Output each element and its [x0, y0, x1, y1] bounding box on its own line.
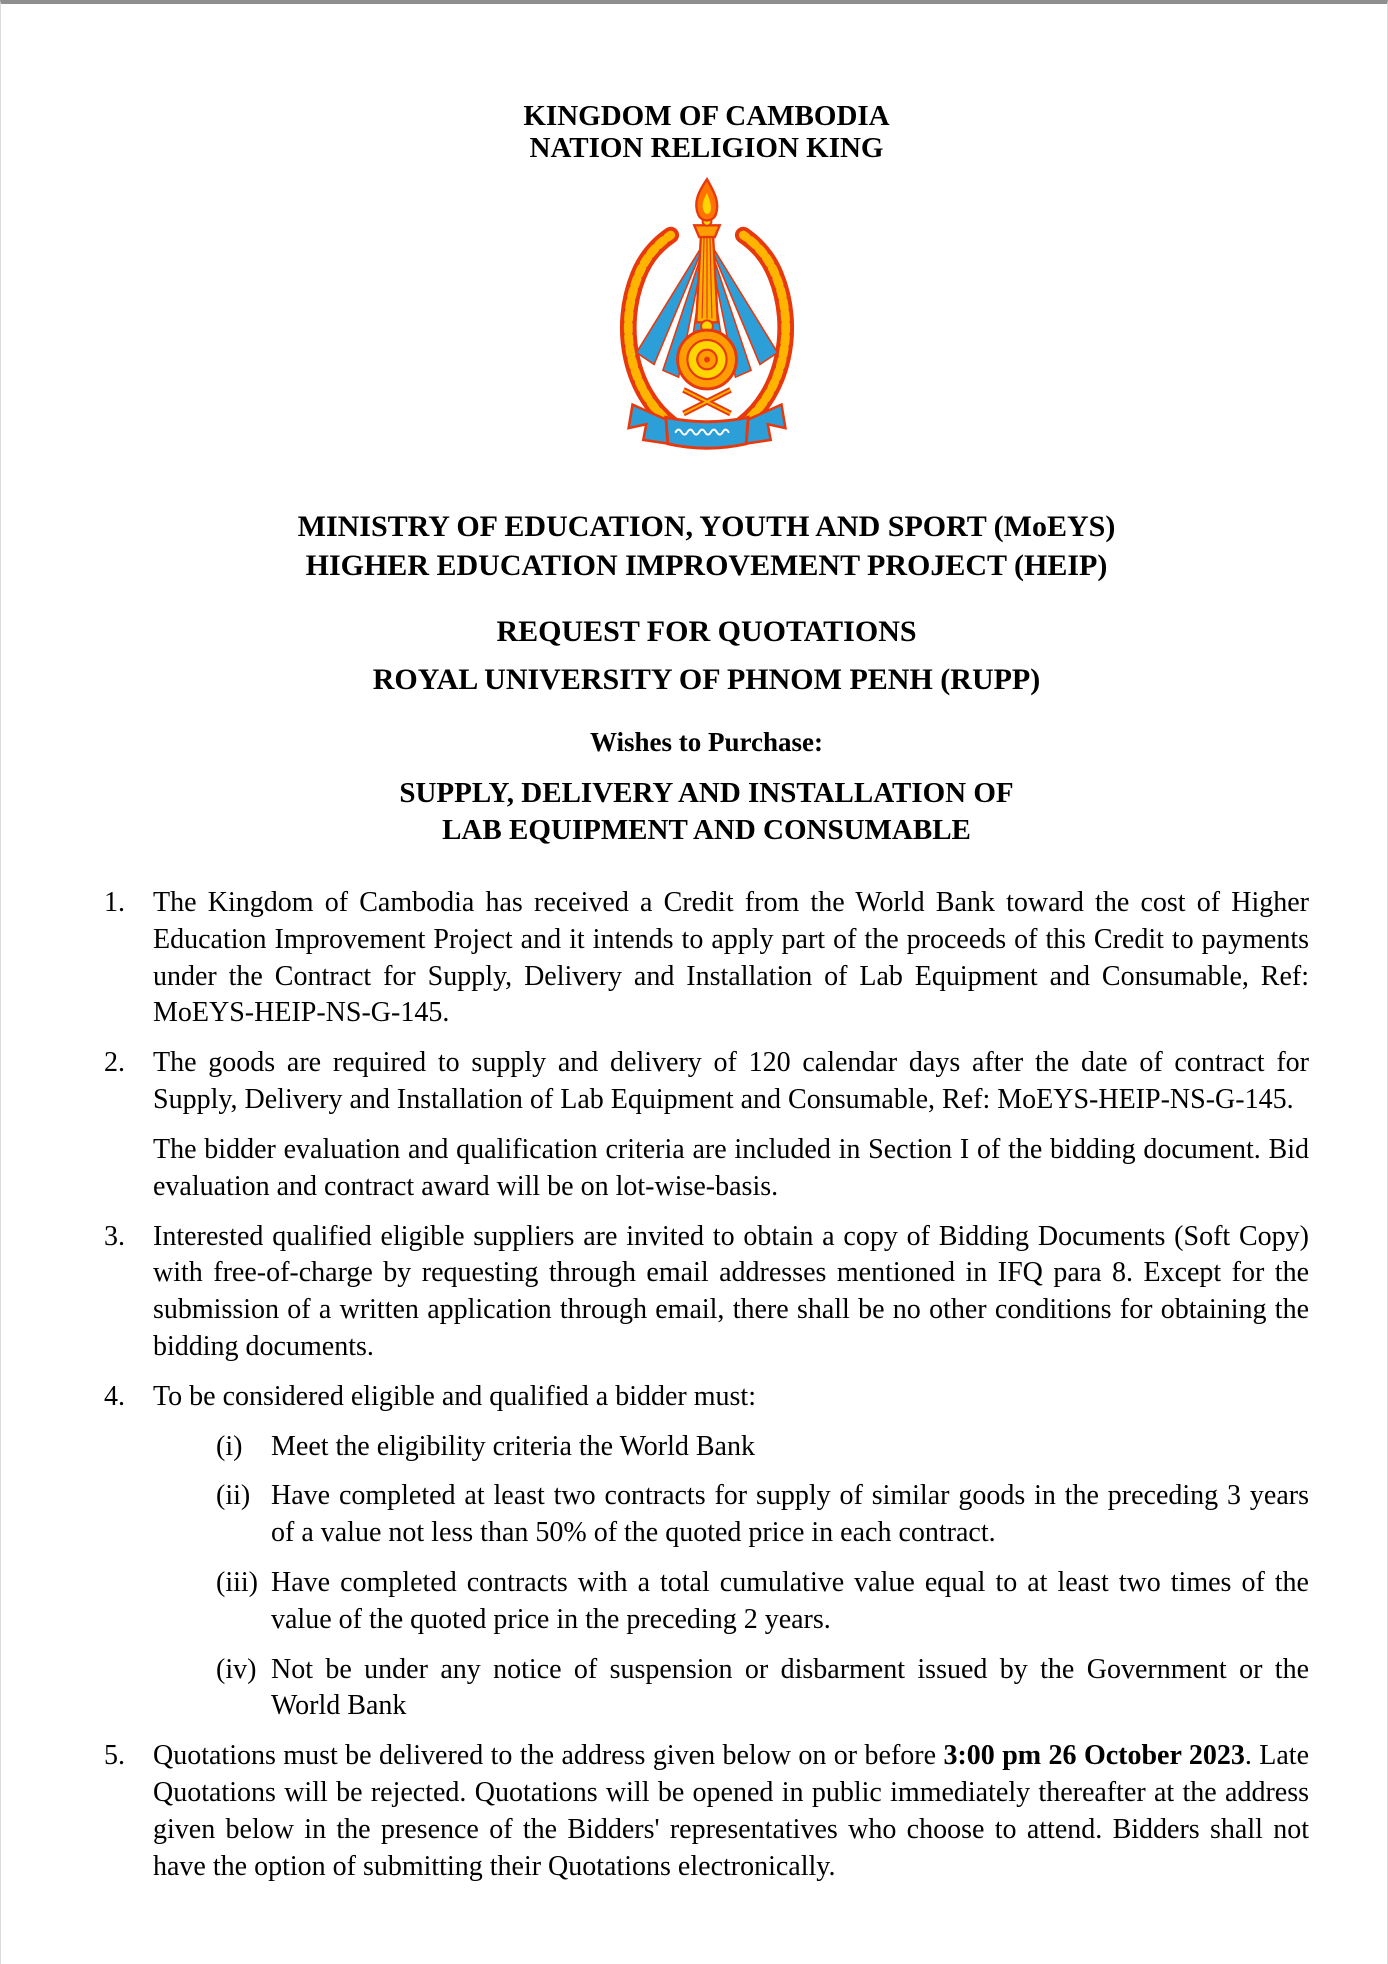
item-continuation-text: The bidder evaluation and qualification criteria are included in Section I of the bidding document. Bid evaluation and contract award will be on lot-wise-basis.	[153, 1133, 1309, 1202]
numbered-paragraph-list	[104, 885, 1309, 1886]
sub-item-iv	[216, 1652, 1309, 1726]
sub-item-text: Meet the eligibility criteria the World Bank	[271, 1430, 755, 1462]
item-text: The Kingdom of Cambodia has received a Credit from the World Bank toward the cost of Higher Education Improvement Project and it intends to apply part of the proceeds of this Credit to payments under the Contract for Supply, Delivery and Installation of Lab Equipment and Consumable, Ref: MoEYS-HEIP-NS-G-145.	[153, 887, 1309, 1029]
sub-item-i	[216, 1429, 1309, 1466]
item-number: 3.	[104, 1220, 125, 1252]
deadline-datetime: 3:00 pm 26 October 2023	[943, 1740, 1245, 1772]
wishes-to-purchase-label: Wishes to Purchase:	[589, 727, 823, 757]
motto-line: NATION RELIGION KING	[529, 132, 884, 164]
project-line: HIGHER EDUCATION IMPROVEMENT PROJECT (HEIP)	[305, 549, 1108, 582]
ministry-line: MINISTRY OF EDUCATION, YOUTH AND SPORT (MoEYS)	[297, 510, 1116, 543]
deadline-text-after: . Late Quotations will be rejected. Quotations will be opened in public immediately thereafter at the address given below in the presence of the Bidders' representatives who choose to attend. Bidders shall not have the option of submitting their Quotations electronically.	[153, 1740, 1309, 1882]
sub-item-text: Not be under any notice of suspension or disbarment issued by the Government or the World Bank	[271, 1653, 1309, 1722]
sub-item-text: Have completed at least two contracts for supply of similar goods in the preceding 3 years of a value not less than 50% of the quoted price in each contract.	[271, 1480, 1309, 1549]
document-type-title: REQUEST FOR QUOTATIONS	[496, 615, 917, 648]
sub-item-label: (iv)	[216, 1653, 257, 1685]
item-number: 4.	[104, 1380, 125, 1412]
item-text: To be considered eligible and qualified a bidder must:	[153, 1380, 756, 1412]
university-line: ROYAL UNIVERSITY OF PHNOM PENH (RUPP)	[372, 663, 1041, 696]
sub-item-ii	[216, 1478, 1309, 1552]
deadline-text-before: Quotations must be delivered to the address given below on or before	[153, 1740, 944, 1772]
item-number: 5.	[104, 1740, 125, 1772]
paragraph-item-4	[104, 1379, 1309, 1726]
item-number: 1.	[104, 887, 125, 918]
item-number: 2.	[104, 1047, 125, 1079]
sub-item-iii	[216, 1565, 1309, 1639]
paragraph-item-1	[104, 885, 1309, 1032]
item-text	[153, 1738, 1309, 1885]
moeys-emblem-icon	[609, 172, 805, 454]
emblem-container	[104, 172, 1309, 459]
paragraph-item-3	[104, 1219, 1309, 1366]
sub-item-label: (ii)	[216, 1480, 251, 1512]
item-text: Interested qualified eligible suppliers are invited to obtain a copy of Bidding Documents (Soft Copy) with free-of-charge by requesting through email addresses mentioned in IFQ para 8. Except for the submission of a written application through email, there shall be no other conditions for obtaining the bidding documents.	[153, 1220, 1309, 1362]
item-text: The goods are required to supply and delivery of 120 calendar days after the date of contract for Supply, Delivery and Installation of Lab Equipment and Consumable, Ref: MoEYS-HEIP-NS-G-145.	[153, 1047, 1309, 1116]
sub-item-label: (i)	[216, 1430, 243, 1462]
sub-item-text: Have completed contracts with a total cumulative value equal to at least two times of the value of the quoted price in the preceding 2 years.	[271, 1567, 1309, 1635]
subject-line-1: SUPPLY, DELIVERY AND INSTALLATION OF	[399, 777, 1014, 809]
paragraph-item-2	[104, 1045, 1309, 1205]
paragraph-item-5	[104, 1738, 1309, 1885]
sub-item-label: (iii)	[216, 1567, 258, 1598]
subject-line-2: LAB EQUIPMENT AND CONSUMABLE	[442, 814, 971, 846]
kingdom-line: KINGDOM OF CAMBODIA	[523, 100, 890, 132]
